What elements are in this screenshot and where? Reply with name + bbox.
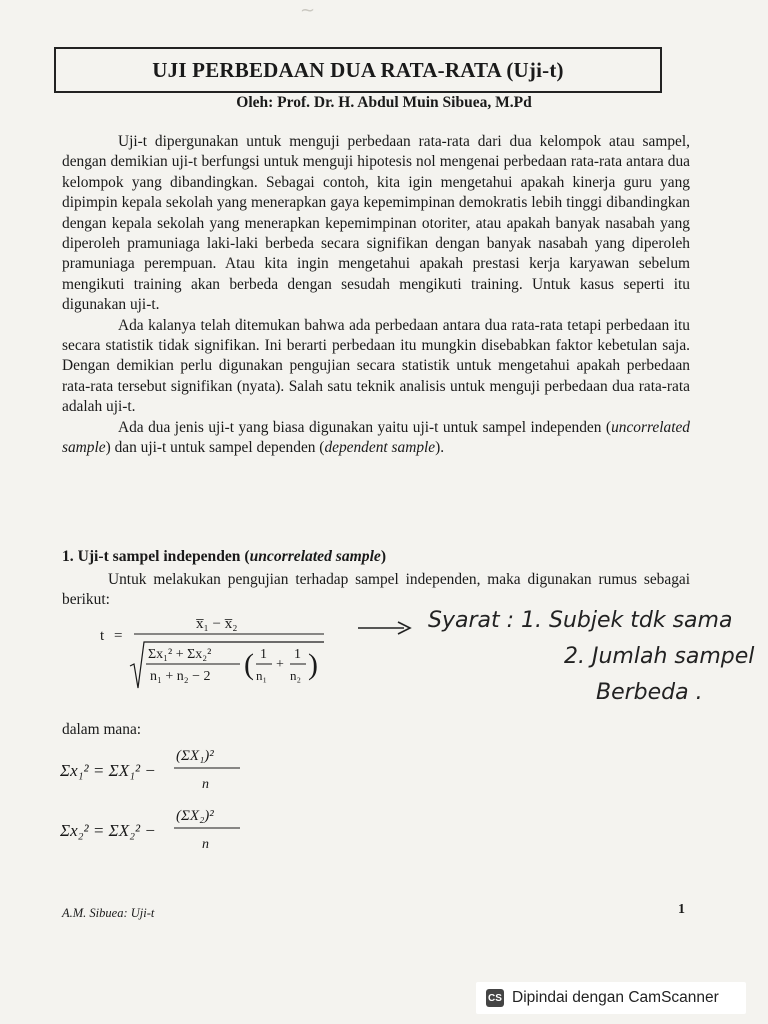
svg-text:+: + (276, 657, 284, 672)
section-title-end: ) (380, 548, 387, 565)
handwritten-arrow (356, 618, 416, 638)
svg-text:t: t (100, 628, 105, 644)
p3-part-b: ) dan uji-t untuk sampel dependen ( (105, 439, 325, 457)
svg-text:x̅₁ − x̅₂: x̅₁ − x̅₂ (196, 616, 238, 632)
dalam-mana-label: dalam mana: (62, 721, 142, 738)
footer-citation: A.M. Sibuea: Uji-t (62, 906, 155, 920)
document-title: UJI PERBEDAAN DUA RATA-RATA (Uji-t) (152, 57, 564, 82)
p3-part-c: ). (435, 439, 445, 457)
svg-text:n: n (202, 837, 209, 852)
svg-text:1: 1 (260, 647, 267, 662)
p3-italic-2: dependent sample (324, 439, 436, 457)
sum-x1-formula (60, 740, 260, 796)
section-text-block (62, 570, 690, 611)
page-number: 1 (678, 902, 685, 917)
title-box (54, 47, 662, 93)
svg-text:(ΣX₁)²: (ΣX₁)² (176, 748, 214, 764)
paragraph-2: Ada kalanya telah ditemukan bahwa ada perbedaan antara dua rata-rata tetapi perbedaan itu secara statistik tidak signifikan. Ini berarti perbedaan itu mungkin disebabkan faktor kebetulan saja. Dengan demikian perlu digunakan pengujian secara statistik untuk mengetahui apakah perbedaan rata-rata tersebut signifikan (nyata). Salah satu teknik analisis untuk menguji perbedaan dua rata-rata adalah uji-t. (62, 316, 690, 416)
svg-text:=: = (114, 628, 123, 644)
author-line: Oleh: Prof. Dr. H. Abdul Muin Sibuea, M.Pd (236, 94, 532, 111)
svg-text:n: n (202, 777, 209, 792)
section-title-italic: uncorrelated sample (249, 548, 381, 565)
sum-x2-formula (60, 800, 260, 856)
svg-text:(ΣX₂)²: (ΣX₂)² (176, 808, 214, 824)
intro-text (62, 132, 690, 459)
section-text: Untuk melakukan pengujian terhadap sampel independen, maka digunakan rumus sebagai berikut: (62, 571, 690, 609)
svg-text:Σx₂² = ΣX₂² −: Σx₂² = ΣX₂² − (60, 821, 156, 840)
camscanner-badge (476, 982, 746, 1014)
handwritten-note-1: Syarat : 1. Subjek tdk sama (428, 608, 733, 633)
handwritten-note-3: Berbeda . (596, 680, 703, 705)
svg-text:(: ( (244, 648, 254, 681)
handwritten-note-2: 2. Jumlah sampel (564, 644, 755, 669)
faint-back-writing: ~ (300, 0, 316, 21)
svg-text:Σx₁² + Σx₂²: Σx₁² + Σx₂² (148, 647, 212, 662)
t-test-formula (100, 614, 340, 694)
camscanner-text: Dipindai dengan CamScanner (512, 989, 719, 1006)
svg-text:n₁: n₁ (256, 668, 268, 683)
section-heading (62, 548, 386, 566)
svg-text:): ) (308, 648, 318, 681)
svg-text:Σx₁² = ΣX₁² −: Σx₁² = ΣX₁² − (60, 761, 156, 780)
p3-part-a: Ada dua jenis uji-t yang biasa digunakan yaitu uji-t untuk sampel independen ( (118, 418, 612, 436)
paragraph-1: Uji-t dipergunakan untuk menguji perbedaan rata-rata dari dua kelompok atau sampel, dengan demikian uji-t berfungsi untuk menguji hipotesis nol mengenai perbedaan rata-rata antara dua kelompok yang dibandingkan. Sebagai contoh, kita igin mengetahui apakah kinerja guru yang dipimpin kepala sekolah yang menerapkan gaya kepemimpinan demokratis lebih tinggi dibandingkan dengan kepala sekolah yang menerapkan kepemimpinan otoriter, atau apakah banyak nasabah yang diperoleh pramuniaga laki-laki berbeda secara signifikan dengan banyak nasabah yang diperoleh pramuniaga perempuan. Atau kita ingin mengetahui apakah prestasi kerja karyawan sebelum mengikuti training akan berbeda dengan sesudah mengikuti training. Untuk kasus seperti itu digunakan uji-t. (62, 133, 690, 314)
section-title: 1. Uji-t sampel independen ( (62, 548, 250, 565)
svg-text:n₂: n₂ (290, 668, 302, 683)
camscanner-icon: CS (486, 989, 504, 1007)
svg-text:1: 1 (294, 647, 301, 662)
paragraph-3 (62, 418, 690, 459)
svg-text:n₁ + n₂ − 2: n₁ + n₂ − 2 (150, 669, 211, 684)
p3-italic-1: uncorrelated sample (62, 418, 690, 457)
